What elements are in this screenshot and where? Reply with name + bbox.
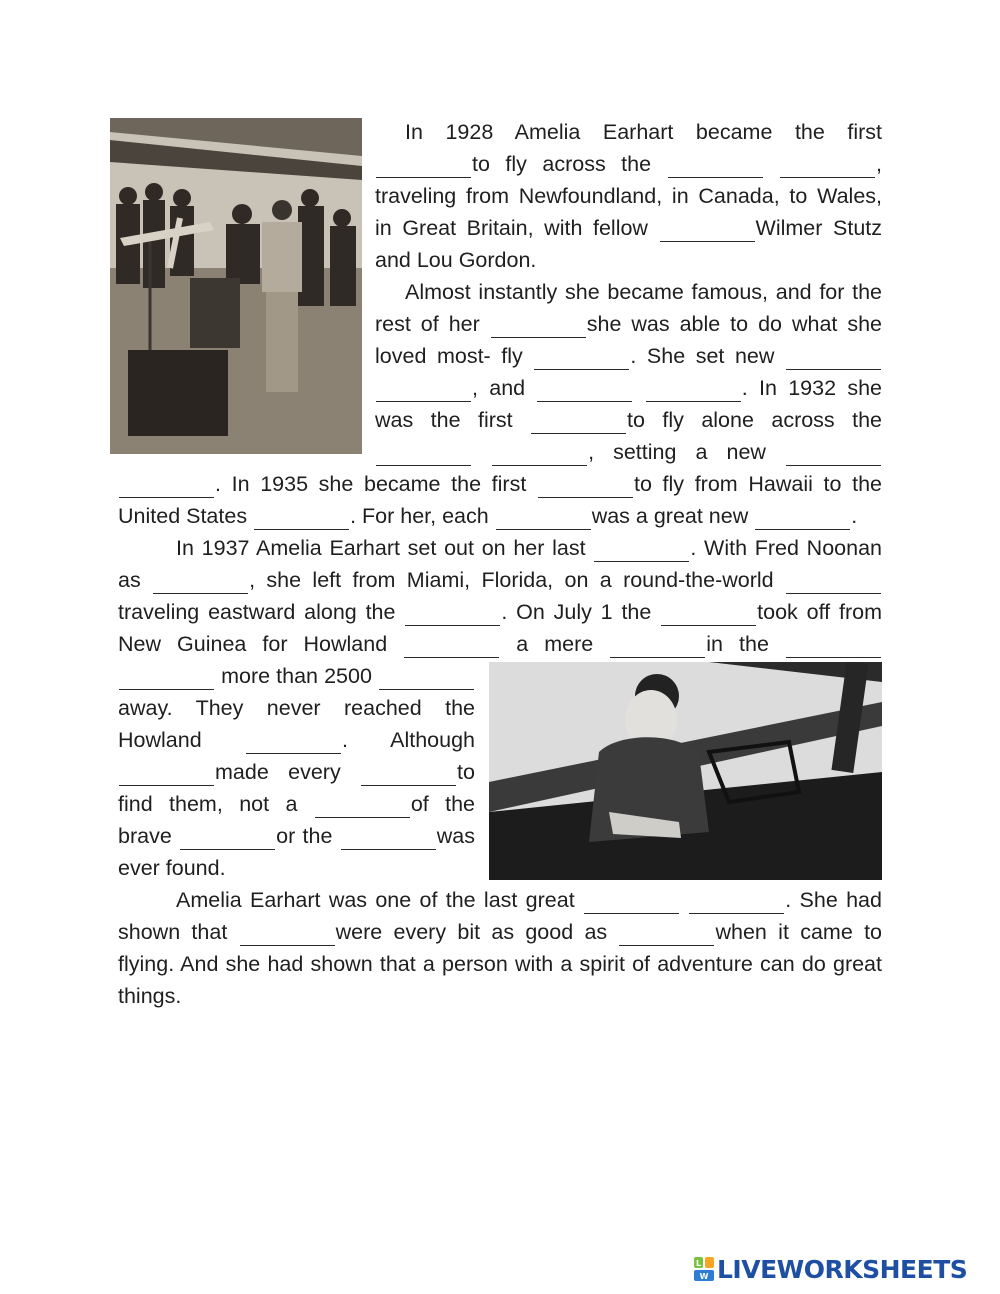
blank-7[interactable] bbox=[786, 347, 881, 370]
blank-4[interactable] bbox=[660, 219, 755, 242]
blank-19[interactable] bbox=[755, 507, 850, 530]
blank-39[interactable] bbox=[619, 923, 714, 946]
blank-2[interactable] bbox=[668, 155, 763, 178]
brand-name: LIVEWORKSHEETS bbox=[717, 1254, 968, 1284]
blank-8[interactable] bbox=[376, 379, 471, 402]
blank-3[interactable] bbox=[780, 155, 875, 178]
photo-earhart-with-crowd bbox=[110, 118, 362, 454]
blank-13[interactable] bbox=[492, 443, 587, 466]
blank-1[interactable] bbox=[376, 155, 471, 178]
blank-33[interactable] bbox=[315, 795, 410, 818]
blank-26[interactable] bbox=[610, 635, 705, 658]
blank-34[interactable] bbox=[180, 827, 275, 850]
paragraph-4: Amelia Earhart was one of the last great . She had shown that were every bit as good as when it came to flying. And she had shown that a person with a spirit of adventure can do great things. bbox=[118, 888, 883, 1008]
blank-36[interactable] bbox=[584, 891, 679, 914]
blank-14[interactable] bbox=[786, 443, 881, 466]
blank-25[interactable] bbox=[404, 635, 499, 658]
blank-10[interactable] bbox=[646, 379, 741, 402]
worksheet bbox=[118, 116, 882, 1012]
blank-31[interactable] bbox=[119, 763, 214, 786]
blank-11[interactable] bbox=[531, 411, 626, 434]
photo-earhart-in-cockpit bbox=[489, 662, 882, 880]
blank-22[interactable] bbox=[786, 571, 881, 594]
blank-12[interactable] bbox=[376, 443, 471, 466]
liveworksheets-logo bbox=[693, 1254, 967, 1284]
blank-28[interactable] bbox=[119, 667, 214, 690]
svg-text:W: W bbox=[699, 1272, 709, 1281]
blank-30[interactable] bbox=[246, 731, 341, 754]
paragraph-1: In 1928 Amelia Earhart became the first to fly across the , traveling from Newfoundland, in Canada, to Wales, in Great Britain, with fellow Wilmer Stutz and Lou Gordon. bbox=[375, 120, 882, 272]
blank-37[interactable] bbox=[689, 891, 784, 914]
blank-18[interactable] bbox=[496, 507, 591, 530]
blank-27[interactable] bbox=[786, 635, 881, 658]
blank-23[interactable] bbox=[405, 603, 500, 626]
blank-24[interactable] bbox=[661, 603, 756, 626]
blank-29[interactable] bbox=[379, 667, 474, 690]
blank-32[interactable] bbox=[361, 763, 456, 786]
paragraph-2: Almost instantly she became famous, and for the rest of her she was able to do what she loved most- fly . She set new , and . In 1932 she was the first to fly alone across the , setting a new . In 1935 she became the first to fly from Hawaii to the United States . For her, each was a great new . bbox=[118, 280, 882, 528]
blank-21[interactable] bbox=[153, 571, 248, 594]
paragraph-3: In 1937 Amelia Earhart set out on her last . With Fred Noonan as , she left from Miami, Florida, on a round-the-world traveling eastward along the . On July 1 the took off from New Guinea for Howland a mere in the more than 2500 away. They never reached the Howland . Although made every to find them, not a of the brave or the was ever found. bbox=[118, 536, 882, 880]
blank-16[interactable] bbox=[538, 475, 633, 498]
blank-6[interactable] bbox=[534, 347, 629, 370]
blank-38[interactable] bbox=[240, 923, 335, 946]
logo-mark-icon bbox=[693, 1256, 715, 1282]
blank-35[interactable] bbox=[341, 827, 436, 850]
blank-15[interactable] bbox=[119, 475, 214, 498]
blank-9[interactable] bbox=[537, 379, 632, 402]
blank-5[interactable] bbox=[491, 315, 586, 338]
blank-20[interactable] bbox=[594, 539, 689, 562]
blank-17[interactable] bbox=[254, 507, 349, 530]
svg-text:L: L bbox=[695, 1259, 702, 1268]
